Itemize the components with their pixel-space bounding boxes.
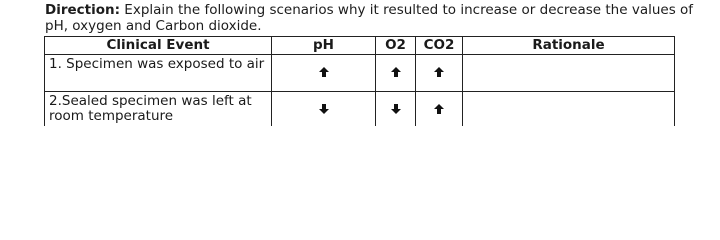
rationale-cell[interactable]	[463, 55, 675, 92]
up-arrow-icon	[391, 67, 401, 77]
table-row	[45, 92, 675, 129]
header-o2: O2	[376, 37, 416, 55]
up-arrow-icon	[434, 104, 444, 114]
co2-cell	[416, 92, 463, 129]
event-cell: 2.Sealed specimen was left at room temperature	[45, 92, 272, 129]
direction-body: Explain the following scenarios why it resulted to increase or decrease the values of pH, oxygen and Carbon dioxide.	[45, 2, 694, 34]
up-arrow-icon	[319, 67, 329, 77]
down-arrow-icon	[391, 104, 401, 114]
header-ph: pH	[272, 37, 376, 55]
up-arrow-icon	[434, 67, 444, 77]
direction-lead: Direction:	[45, 2, 121, 18]
header-co2: CO2	[416, 37, 463, 55]
ph-cell	[272, 92, 376, 129]
worksheet-table	[44, 36, 675, 129]
table-header-row	[45, 37, 675, 55]
table-row	[45, 55, 675, 92]
ph-cell	[272, 55, 376, 92]
rationale-cell[interactable]	[463, 92, 675, 129]
header-rationale: Rationale	[463, 37, 675, 55]
event-cell: 1. Specimen was exposed to air	[45, 55, 272, 92]
page-bottom-margin	[0, 126, 720, 148]
header-clinical-event: Clinical Event	[45, 37, 272, 55]
down-arrow-icon	[319, 104, 329, 114]
direction-text	[45, 2, 715, 34]
o2-cell	[376, 55, 416, 92]
o2-cell	[376, 92, 416, 129]
co2-cell	[416, 55, 463, 92]
